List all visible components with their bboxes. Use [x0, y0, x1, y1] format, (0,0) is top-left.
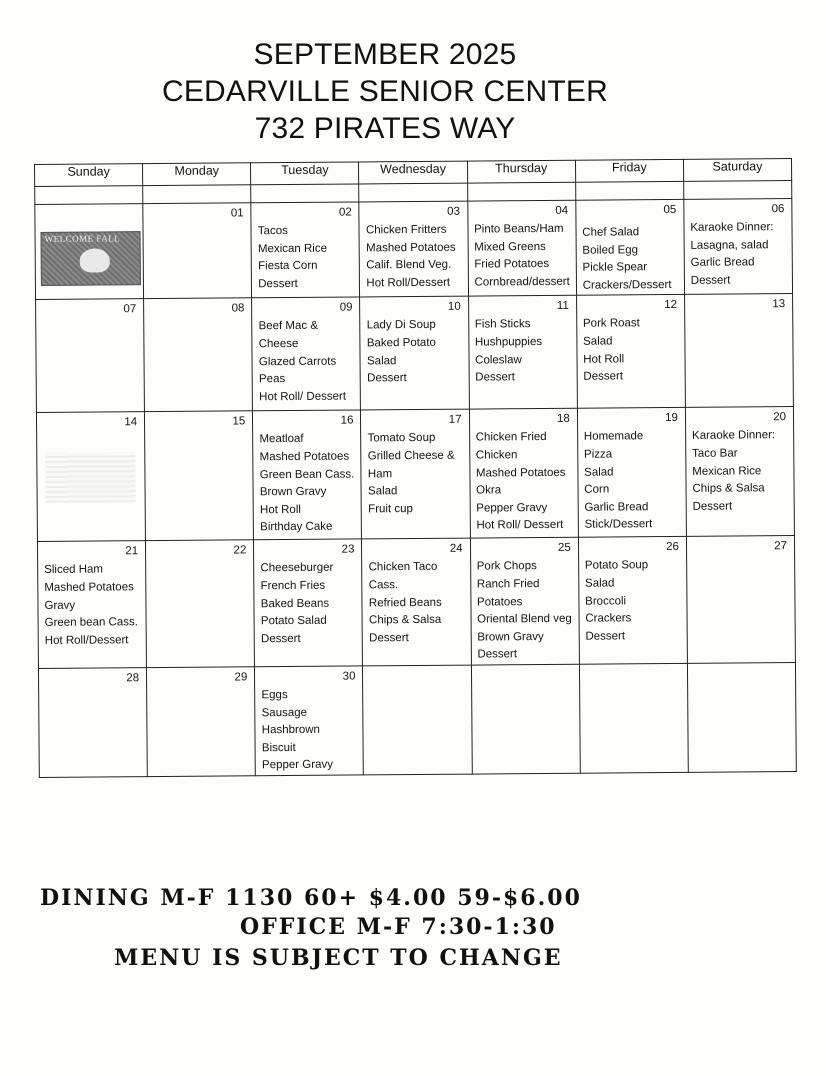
menu-item: Beef Mac &	[258, 320, 319, 333]
menu-item: Grilled Cheese &	[367, 449, 455, 463]
menu-item: Pork Chops	[476, 560, 537, 573]
menu-item: Sausage	[261, 706, 308, 719]
day-cell-tuesday	[252, 297, 361, 411]
menu-item: Homemade	[583, 430, 644, 444]
page-title-center: CEDARVILLE SENIOR CENTER	[161, 75, 609, 108]
day-cell-sunday	[37, 541, 146, 668]
day-header-tuesday: Tuesday	[251, 162, 359, 185]
menu-items	[255, 666, 363, 775]
day-cell-thursday	[470, 538, 579, 665]
menu-item: French Fries	[260, 579, 326, 593]
day-number: 06	[771, 203, 785, 216]
menu-item: Mexican Rice	[692, 464, 762, 478]
menu-calendar	[34, 158, 797, 772]
menu-item: Ham	[367, 467, 393, 480]
menu-item: Chicken	[475, 449, 518, 462]
menu-item: Pinto Beans/Ham	[474, 222, 564, 236]
day-header-sunday: Sunday	[35, 164, 143, 187]
day-number: 19	[665, 412, 678, 425]
day-cell-wednesday	[359, 201, 468, 297]
spacer-cell	[467, 182, 575, 201]
spacer-cell	[359, 183, 467, 202]
day-number: 25	[557, 542, 571, 555]
day-cell-sunday	[36, 412, 145, 542]
menu-item: Pork Roast	[582, 317, 640, 331]
day-number: 13	[772, 298, 786, 311]
menu-item: Brown Gravy	[259, 485, 327, 499]
menu-item: Oriental Blend veg	[477, 612, 572, 626]
day-number: 10	[447, 301, 461, 314]
menu-item: Dessert	[260, 632, 301, 645]
day-cell-monday	[143, 203, 252, 299]
day-cell-monday	[144, 298, 253, 412]
day-cell-friday	[577, 408, 686, 538]
menu-item: Taco Bar	[692, 447, 738, 460]
day-header-thursday: Thursday	[467, 160, 575, 183]
day-number: 12	[664, 299, 678, 312]
menu-item: Cheese	[258, 337, 299, 351]
day-cell-sunday	[38, 668, 147, 778]
day-number: 23	[341, 543, 355, 556]
menu-item: Calif. Blend Veg.	[366, 258, 452, 272]
day-cell-wednesday	[360, 296, 469, 410]
day-cell-saturday	[687, 662, 796, 772]
menu-item: Pepper Gravy	[261, 758, 334, 772]
day-cell-wednesday	[363, 665, 472, 775]
menu-item: Salad	[367, 485, 398, 498]
day-number: 18	[556, 413, 570, 426]
menu-item: Stick/Dessert	[584, 518, 653, 532]
menu-item: Dessert	[475, 371, 515, 384]
menu-item: Coleslaw	[475, 353, 522, 367]
spacer-cell	[575, 181, 683, 200]
menu-item: Ranch Fried	[476, 578, 540, 591]
menu-item: Meatloaf	[259, 433, 304, 446]
day-number: 04	[555, 204, 569, 217]
menu-item: Garlic Bread	[690, 256, 755, 270]
menu-item: Sliced Ham	[44, 563, 104, 577]
menu-item: Hot Roll/Dessert	[44, 634, 129, 647]
spacer-cell	[251, 184, 359, 203]
menu-item: Crackers	[585, 612, 632, 625]
welcome-fall-image	[41, 231, 141, 286]
day-number: 28	[126, 672, 140, 685]
day-number: 20	[773, 411, 787, 424]
footer-office-hours: OFFICE M-F 7:30-1:30	[240, 914, 557, 940]
menu-item: Mashed Potatoes	[366, 241, 456, 254]
menu-items	[578, 408, 686, 534]
menu-item: Hushpuppies	[474, 335, 543, 349]
day-number: 22	[233, 544, 247, 557]
menu-item: Salad	[584, 577, 615, 590]
day-number: 02	[338, 206, 352, 219]
day-header-friday: Friday	[575, 159, 683, 182]
menu-item: Green Bean Cass.	[259, 468, 355, 481]
menu-item: Dessert	[585, 630, 626, 643]
day-cell-tuesday	[254, 539, 363, 666]
menu-item: Fish Sticks	[474, 318, 531, 331]
week-row	[37, 536, 795, 669]
menu-item: Lasagna, salad	[690, 238, 769, 252]
page-header	[0, 36, 770, 147]
menu-item: Chicken Taco	[368, 561, 438, 574]
menu-item: Dessert	[367, 372, 407, 385]
menu-items	[253, 411, 361, 537]
day-cell-monday	[146, 540, 255, 667]
menu-item: Lady Di Soup	[366, 319, 436, 332]
day-number: 08	[231, 302, 245, 315]
day-cell-saturday	[684, 199, 793, 295]
menu-item: Salad	[583, 335, 613, 348]
page-title-month: SEPTEMBER 2025	[253, 38, 517, 71]
menu-item: Dessert	[258, 277, 298, 291]
day-number: 24	[449, 543, 463, 556]
menu-item: Salad	[584, 466, 614, 479]
menu-item: Salad	[366, 354, 397, 367]
menu-item: Baked Potato	[366, 336, 436, 350]
menu-item: Mashed Potatoes	[44, 581, 134, 594]
menu-item: Potatoes	[476, 595, 523, 609]
menu-item: Chicken Fried	[475, 431, 547, 444]
day-header-wednesday: Wednesday	[359, 161, 467, 184]
menu-item: Glazed Carrots	[258, 355, 337, 368]
menu-item: Baked Beans	[260, 597, 330, 610]
day-number: 07	[123, 303, 137, 316]
day-cell-thursday	[468, 296, 577, 410]
day-number: 26	[666, 541, 679, 554]
menu-item: Refried Beans	[368, 596, 442, 609]
menu-item: Chicken Fritters	[365, 223, 447, 237]
menu-items	[686, 407, 794, 516]
menu-item: Hot Roll/ Dessert	[259, 390, 347, 403]
menu-item: Potato Soup	[584, 559, 649, 573]
menu-items	[471, 538, 579, 664]
day-number: 21	[125, 545, 139, 558]
menu-item: Hashbrown	[261, 723, 320, 737]
menu-item: Hot Roll	[583, 352, 625, 366]
spacer-cell	[684, 181, 792, 200]
menu-item: Cornbread/dessert	[474, 275, 570, 289]
menu-item: Dessert	[690, 274, 731, 287]
menu-item: Birthday Cake	[260, 521, 333, 534]
week-row	[35, 199, 793, 300]
day-cell-friday	[576, 199, 685, 295]
menu-item: Green bean Cass.	[44, 616, 138, 630]
menu-item: Okra	[476, 484, 502, 497]
menu-item: Mashed Potatoes	[259, 450, 350, 464]
day-cell-friday	[576, 295, 685, 409]
calendar-grid	[34, 158, 797, 778]
day-cell-saturday	[685, 407, 794, 537]
menu-item: Mixed Greens	[474, 240, 546, 254]
day-cell-monday	[145, 411, 254, 541]
menu-items	[362, 539, 470, 648]
menu-item: Mashed Potatoes	[475, 466, 566, 480]
menu-item: Crackers/Dessert	[582, 278, 672, 292]
menu-item: Tomato Soup	[367, 432, 436, 445]
day-number: 17	[448, 414, 462, 427]
menu-item: Tacos	[257, 225, 288, 238]
day-cell-wednesday	[361, 409, 470, 539]
menu-item: Chips & Salsa	[692, 482, 765, 495]
menu-item: Garlic Bread	[584, 500, 649, 514]
day-cell-thursday	[469, 409, 578, 539]
day-cell-friday	[578, 537, 687, 664]
menu-item: Gravy	[44, 599, 76, 612]
day-header-saturday: Saturday	[683, 159, 791, 182]
faint-show-through	[45, 453, 135, 504]
day-number: 09	[339, 301, 353, 314]
menu-items	[38, 542, 146, 651]
menu-item: Karaoke Dinner:	[690, 221, 774, 234]
menu-item: Hot Roll/Dessert	[366, 276, 451, 290]
menu-item: Brown Gravy	[477, 630, 544, 644]
menu-items	[579, 537, 687, 646]
menu-item: Potato Salad	[260, 614, 327, 628]
day-number: 29	[234, 671, 248, 684]
menu-item: Mexican Rice	[257, 242, 328, 255]
menu-item: Hot Roll/ Dessert	[476, 519, 564, 532]
day-cell-sunday	[35, 204, 144, 300]
spacer-cell	[143, 185, 251, 204]
day-cell-saturday	[684, 294, 793, 408]
menu-item: Broccoli	[585, 594, 627, 608]
menu-item: Pickle Spear	[582, 261, 648, 274]
day-cell-tuesday	[255, 666, 364, 776]
day-number: 14	[124, 416, 138, 429]
menu-item: Fruit cup	[368, 502, 413, 516]
day-number: 03	[447, 205, 460, 218]
day-number: 16	[340, 414, 354, 427]
menu-item: Karaoke Dinner:	[691, 429, 776, 443]
menu-item: Dessert	[692, 500, 733, 513]
page-title-address: 732 PIRATES WAY	[254, 112, 516, 145]
day-number: 05	[663, 203, 677, 217]
menu-item: Chips & Salsa	[368, 613, 442, 627]
week-row	[36, 294, 794, 413]
menu-item: Dessert	[477, 648, 518, 661]
day-cell-tuesday	[251, 202, 360, 298]
menu-item: Peas	[258, 373, 286, 386]
day-cell-monday	[147, 667, 256, 777]
day-cell-tuesday	[253, 410, 362, 540]
day-cell-thursday	[467, 200, 576, 296]
day-number: 30	[342, 670, 356, 683]
day-number: 11	[556, 300, 569, 313]
menu-item: Dessert	[369, 631, 409, 645]
day-number: 01	[230, 207, 244, 220]
menu-item: Cheeseburger	[260, 562, 334, 575]
day-header-monday: Monday	[143, 163, 251, 186]
day-number: 15	[232, 415, 246, 428]
menu-item: Pepper Gravy	[476, 501, 548, 515]
menu-item: Pizza	[583, 448, 613, 461]
day-cell-friday	[579, 663, 688, 773]
day-cell-thursday	[471, 664, 580, 774]
menu-item: Hot Roll	[259, 503, 301, 516]
menu-item: Corn	[584, 483, 610, 496]
dog-illustration	[80, 248, 110, 272]
menu-item: Eggs	[261, 688, 288, 702]
menu-item: Boiled Egg	[582, 243, 639, 257]
menu-item: Dessert	[583, 370, 624, 383]
menu-items	[254, 540, 362, 649]
menu-item: Chef Salad	[582, 226, 640, 239]
menu-item: Fried Potatoes	[474, 258, 550, 271]
footer-disclaimer: MENU IS SUBJECT TO CHANGE	[114, 945, 563, 971]
menu-items	[470, 409, 578, 535]
footer-dining-hours: DINING M-F 1130 60+ $4.00 59-$6.00	[40, 885, 582, 911]
spacer-cell	[35, 186, 143, 205]
day-cell-sunday	[36, 299, 145, 413]
menu-items	[361, 410, 469, 519]
menu-items	[252, 298, 360, 407]
day-cell-wednesday	[362, 538, 471, 665]
menu-item: Cass.	[368, 579, 399, 592]
welcome-fall-caption: WELCOME FALL	[44, 233, 121, 244]
day-number: 27	[774, 540, 788, 553]
week-row	[36, 407, 794, 542]
menu-item: Biscuit	[261, 741, 296, 754]
week-row	[38, 662, 796, 777]
day-cell-saturday	[686, 536, 795, 663]
menu-item: Fiesta Corn	[258, 259, 318, 273]
